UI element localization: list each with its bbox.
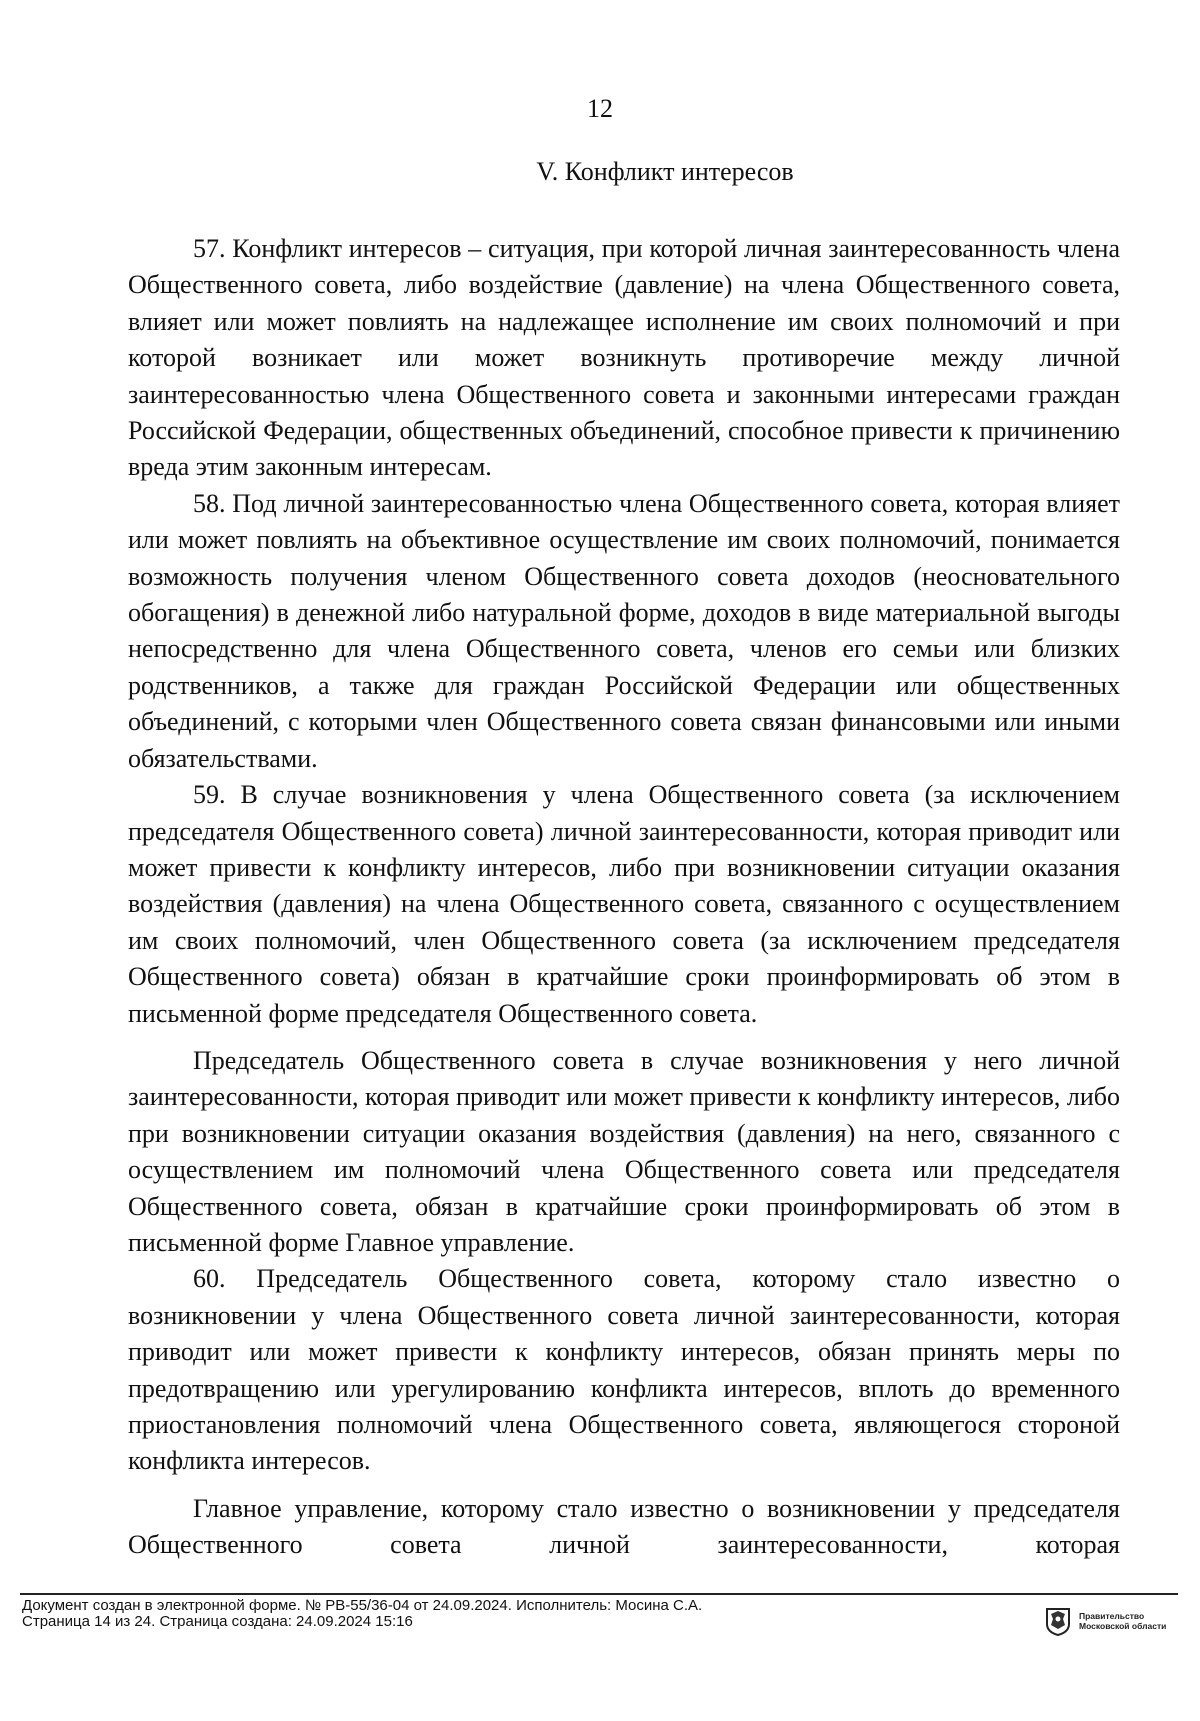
org-name-line-2: Московской области [1079,1621,1167,1631]
footer-divider [20,1593,1178,1595]
moscow-region-emblem-icon [1045,1606,1071,1636]
paragraph-59: 59. В случае возникновения у члена Общественного совета (за исключением председателя Общественного совета) личной заинтересованности, которая приводит или может привести к конфликту интересов, либо при возникновении ситуации оказания воздействия (давления) на члена Общественного совета, связанного с осуществлением им своих полномочий, член Общественного совета (за исключением председателя Общественного совета) обязан в кратчайшие сроки проинформировать об этом в письменной форме председателя Общественного совета. [128,780,1120,1028]
document-body [128,231,1120,1564]
paragraph-main-directorate: Главное управление, которому стало известно о возникновении у председателя Общественного совета личной заинтересованности, которая [128,1493,1120,1560]
org-name [1079,1611,1166,1631]
paragraph-chairman-duty: Председатель Общественного совета в случае возникновения у него личной заинтересованности, которая приводит или может привести к конфликту интересов, либо при возникновении ситуации оказания воздействия (давления) на него, связанного с осуществлением им полномочий члена Общественного совета или председателя Общественного совета, обязан в кратчайшие сроки проинформировать об этом в письменной форме Главное управление. [128,1045,1120,1257]
footer-line-2: Страница 14 из 24. Страница создана: 24.09.2024 15:16 [22,1613,413,1630]
paragraph-58: 58. Под личной заинтересованностью члена Общественного совета, которая влияет или может повлиять на объективное осуществление им своих полномочий, понимается возможность получения членом Общественного совета доходов (неосновательного обогащения) в денежной либо натуральной форме, доходов в виде материальной выгоды непосредственно для члена Общественного совета, членов его семьи или близких родственников, а также для граждан Российской Федерации или общественных объединений, с которыми член Общественного совета связан финансовыми или иными обязательствами. [128,488,1120,773]
paragraph-60: 60. Председатель Общественного совета, которому стало известно о возникновении у члена Общественного совета личной заинтересованности, которая приводит или может привести к конфликту интересов, обязан принять меры по предотвращению или урегулированию конфликта интересов, вплоть до временного приостановления полномочий члена Общественного совета, являющегося стороной конфликта интересов. [128,1264,1120,1476]
org-name-line-1: Правительство [1079,1611,1145,1621]
page-number: 12 [587,94,613,123]
footer-document-info [22,1598,922,1630]
footer-line-1: Документ создан в электронной форме. № РВ-55/36-04 от 24.09.2024. Исполнитель: Мосина С.А. [22,1597,703,1614]
footer-logo [1045,1603,1185,1639]
section-title: V. Конфликт интересов [536,157,794,186]
paragraph-57: 57. Конфликт интересов – ситуация, при которой личная заинтересованность члена Общественного совета, либо воздействие (давление) на члена Общественного совета, влияет или может повлиять на надлежащее исполнение им своих полномочий и при которой возникает или может возникнуть противоречие между личной заинтересованностью члена Общественного совета и законными интересами граждан Российской Федерации, общественных объединений, способное привести к причинению вреда этим законным интересам. [128,234,1120,482]
